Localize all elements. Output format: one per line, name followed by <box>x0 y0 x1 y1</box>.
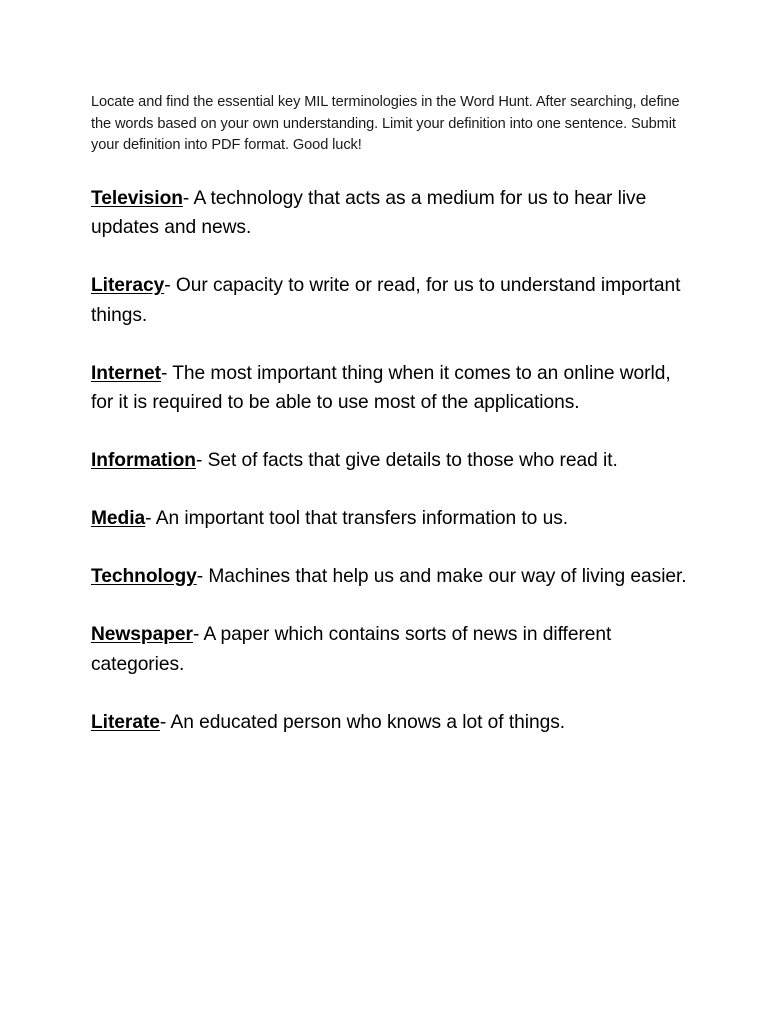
entry-media <box>91 504 688 534</box>
term-literacy: Literacy <box>91 275 165 296</box>
definition-technology: - Machines that help us and make our way of living easier. <box>196 566 687 587</box>
entry-technology <box>91 562 688 592</box>
definition-information: - Set of facts that give details to those who read it. <box>195 450 618 471</box>
term-literate: Literate <box>91 711 160 733</box>
entry-literacy <box>91 271 688 330</box>
term-internet: Internet <box>91 362 161 384</box>
entry-television <box>91 184 688 243</box>
definition-literate: - An educated person who knows a lot of things. <box>159 711 566 733</box>
entry-literate <box>91 708 688 738</box>
term-newspaper: Newspaper <box>91 624 193 645</box>
entry-newspaper <box>91 620 688 679</box>
definition-literacy: - Our capacity to write or read, for us to understand important things. <box>91 275 681 326</box>
definition-internet: - The most important thing when it comes to an online world, for it is required to be able to use most of the applications. <box>91 362 671 413</box>
definition-media: - An important tool that transfers information to us. <box>145 508 569 529</box>
term-technology: Technology <box>91 566 197 587</box>
instructions-text: Locate and find the essential key MIL terminologies in the Word Hunt. After searching, define the words based on your own understanding. Limit your definition into one sentence. Submit your definition into PDF format. Good luck! <box>91 94 680 153</box>
definition-newspaper: - A paper which contains sorts of news in different categories. <box>91 624 612 675</box>
entry-information <box>91 446 688 476</box>
term-information: Information <box>91 450 196 471</box>
term-media: Media <box>91 508 146 529</box>
term-television: Television <box>91 187 183 209</box>
definition-television: - A technology that acts as a medium for us to hear live updates and news. <box>91 187 647 238</box>
entry-internet <box>91 359 688 418</box>
